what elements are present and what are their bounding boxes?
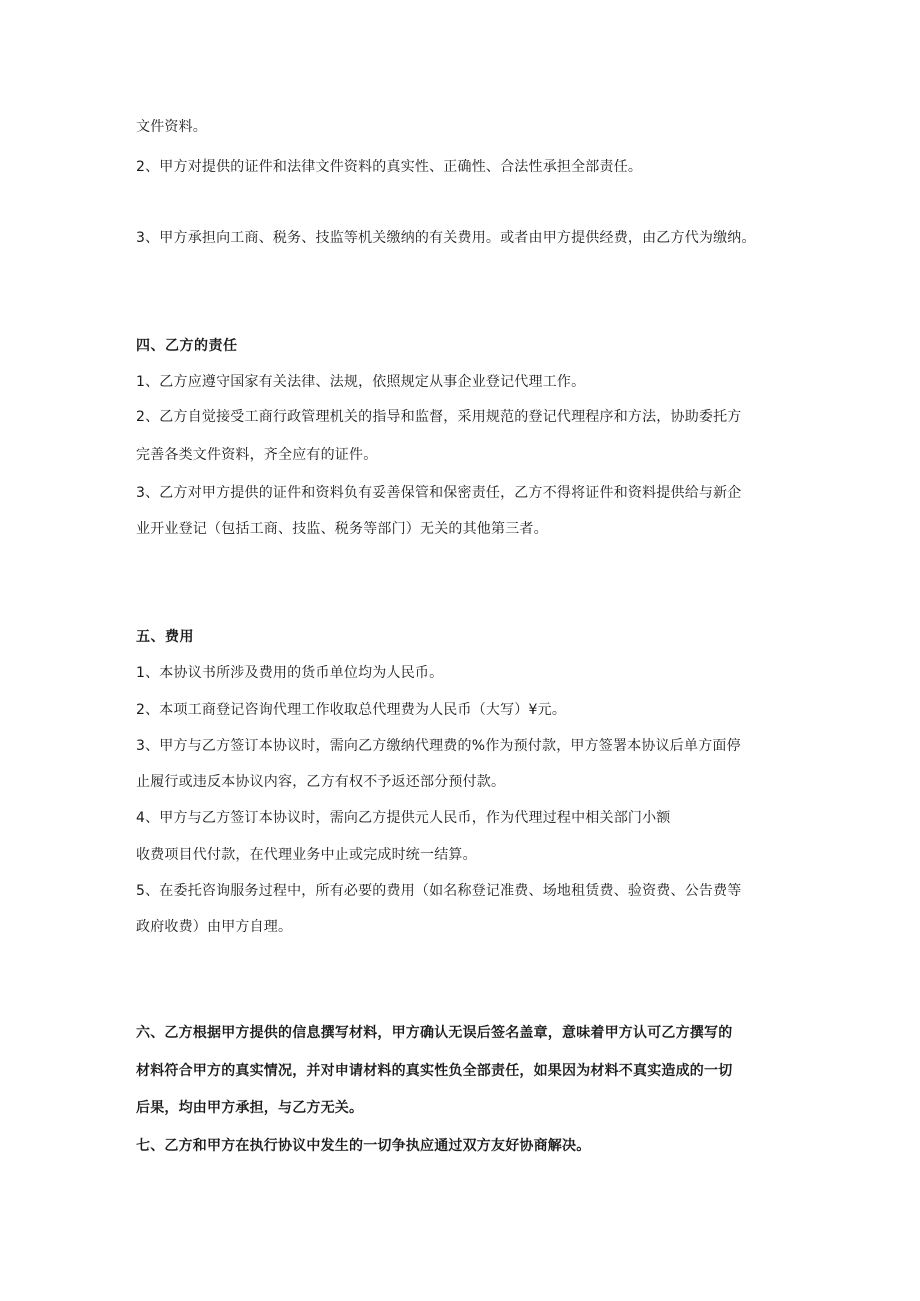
section4-item-2-line2: 完善各类文件资料，齐全应有的证件。 bbox=[136, 447, 378, 463]
section4-item-1: 1、乙方应遵守国家有关法律、法规，依照规定从事企业登记代理工作。 bbox=[136, 374, 586, 390]
section6-line2: 材料符合甲方的真实情况，并对申请材料的真实性负全部责任，如果因为材料不真实造成的一切 bbox=[136, 1063, 733, 1079]
section5-heading: 五、费用 bbox=[136, 629, 194, 645]
section7-line1: 七、乙方和甲方在执行协议中发生的一切争执应通过双方友好协商解决。 bbox=[136, 1138, 591, 1154]
section4-item-3-line2: 业开业登记（包括工商、技监、税务等部门）无关的其他第三者。 bbox=[136, 521, 548, 537]
section5-item-4-line2: 收费项目代付款，在代理业务中止或完成时统一结算。 bbox=[136, 847, 477, 863]
section5-item-5-line2: 政府收费）由甲方自理。 bbox=[136, 919, 293, 935]
section5-item-1: 1、本协议书所涉及费用的货币单位均为人民币。 bbox=[136, 665, 444, 681]
section6-line3: 后果，均由甲方承担，与乙方无关。 bbox=[136, 1100, 364, 1116]
section5-item-3-line1: 3、甲方与乙方签订本协议时，需向乙方缴纳代理费的%作为预付款，甲方签署本协议后单方面停 bbox=[136, 738, 741, 754]
section5-item-2: 2、本项工商登记咨询代理工作收取总代理费为人民币（大写）¥元。 bbox=[136, 702, 567, 718]
section5-item-5-line1: 5、在委托咨询服务过程中，所有必要的费用（如名称登记准费、场地租赁费、验资费、公告费等 bbox=[136, 883, 742, 899]
section5-item-3-line2: 止履行或违反本协议内容，乙方有权不予返还部分预付款。 bbox=[136, 774, 506, 790]
section3-item-2: 2、甲方对提供的证件和法律文件资料的真实性、正确性、合法性承担全部责任。 bbox=[136, 159, 643, 175]
section5-item-4-line1: 4、甲方与乙方签订本协议时，需向乙方提供元人民币，作为代理过程中相关部门小额 bbox=[136, 810, 671, 826]
section4-item-3-line1: 3、乙方对甲方提供的证件和资料负有妥善保管和保密责任，乙方不得将证件和资料提供给与新企 bbox=[136, 485, 742, 501]
section4-item-2-line1: 2、乙方自觉接受工商行政管理机关的指导和监督，采用规范的登记代理程序和方法，协助委托方 bbox=[136, 409, 742, 425]
section3-continuation: 文件资料。 bbox=[136, 119, 207, 135]
section3-item-3: 3、甲方承担向工商、税务、技监等机关缴纳的有关费用。或者由甲方提供经费，由乙方代为缴纳。 bbox=[136, 230, 756, 246]
section6-line1: 六、乙方根据甲方提供的信息撰写材料，甲方确认无误后签名盖章，意味着甲方认可乙方撰写的 bbox=[136, 1025, 733, 1041]
section4-heading: 四、乙方的责任 bbox=[136, 338, 238, 354]
